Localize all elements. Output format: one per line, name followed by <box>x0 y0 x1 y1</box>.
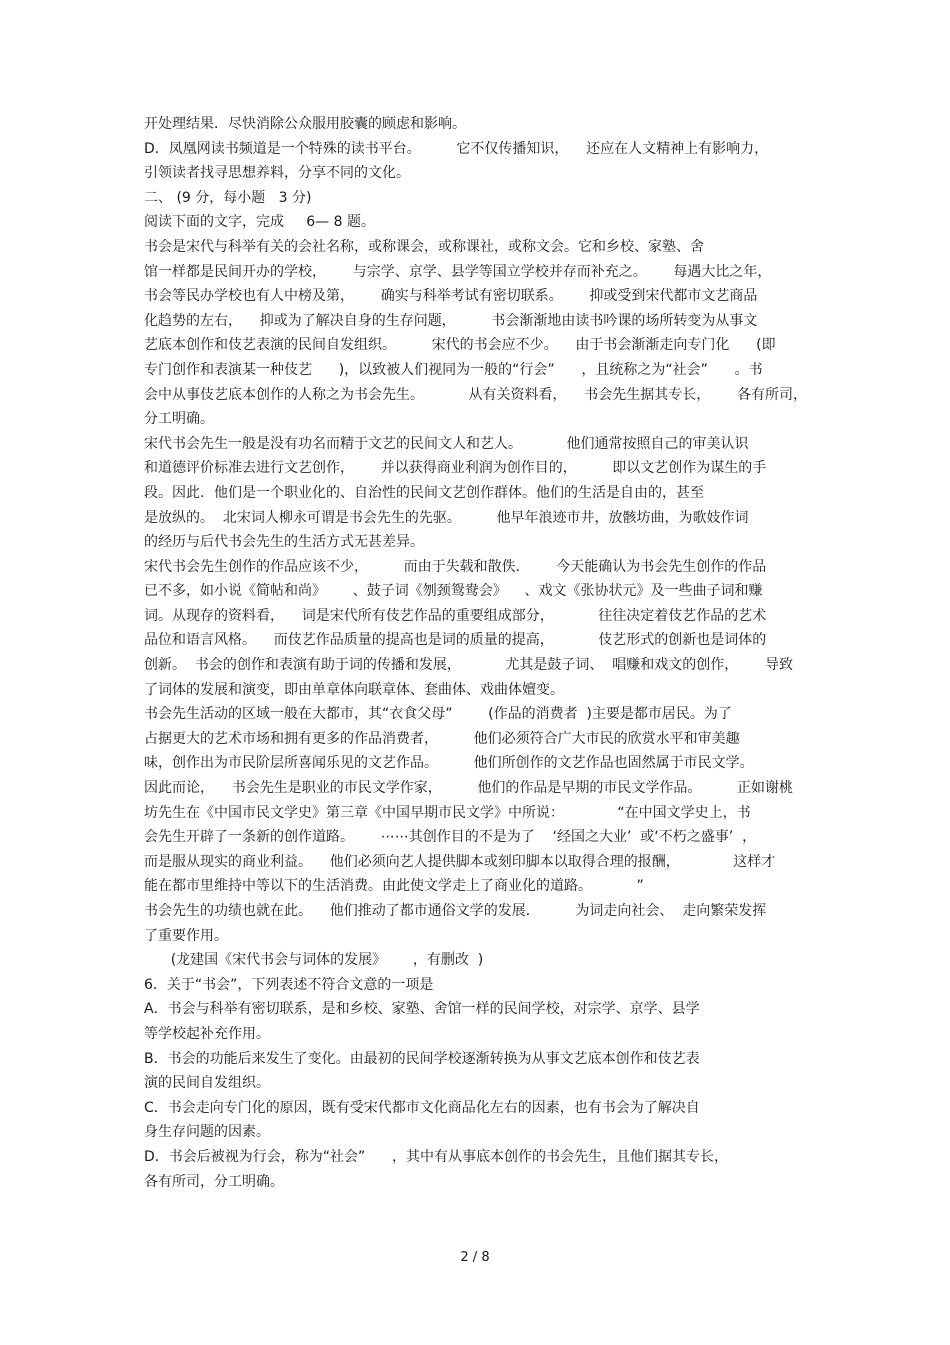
text-line: B．书会的功能后来发生了变化。由最初的民间学校逐渐转换为从事文艺底本创作和伎艺表 <box>144 1050 700 1067</box>
text-line: 因此而论， 书会先生是职业的市民文学作家， 他们的作品是早期的市民文学作品。 正如谢桃 <box>144 780 794 797</box>
text-line: 占据更大的艺术市场和拥有更多的作品消费者， 他们必须符合广大市民的欣赏水平和审美趣 <box>144 730 740 747</box>
text-line: 和道德评价标准去进行文艺创作， 并以获得商业利润为创作目的， 即以文艺创作为谋生的手 <box>144 460 767 477</box>
text-line: 宋代书会先生创作的作品应该不少， 而由于失载和散佚． 今天能确认为书会先生创作的作品 <box>144 558 767 575</box>
text-line: 分工明确。 <box>144 411 214 428</box>
text-line: 的经历与后代书会先生的生活方式无甚差异。 <box>144 534 424 551</box>
text-line: 书会等民办学校也有人中榜及第， 确实与科举考试有密切联系。 抑或受到宋代都市文艺商品 <box>144 288 758 305</box>
text-line: 了重要作用。 <box>144 927 228 944</box>
text-line: (龙建国《宋代书会与词体的发展》 ，有删改 ) <box>144 952 484 969</box>
text-line: 专门创作和表演某一种伎艺 )，以致被人们视同为一般的“行会” ，且统称之为“社会” 。书 <box>144 361 763 378</box>
text-line: 坊先生在《中国市民文学史》第三章《中国早期市民文学》中所说： “在中国文学史上，书 <box>144 804 751 821</box>
text-line: 身生存问题的因素。 <box>144 1124 270 1141</box>
text-line: 书会是宋代与科举有关的会社名称，或称课会，或称课社，或称文会。它和乡校、家塾、舍 <box>144 238 704 255</box>
text-line: A．书会与科举有密切联系，是和乡校、家塾、舍馆一样的民间学校，对宗学、京学、县学 <box>144 1001 700 1018</box>
text-line: 各有所司，分工明确。 <box>144 1173 284 1190</box>
text-line: 段。因此．他们是一个职业化的、自治性的民间文艺创作群体。他们的生活是自由的，甚至 <box>144 484 704 501</box>
text-line: 开处理结果．尽快消除公众服用胶囊的顾虑和影响。 <box>144 116 466 132</box>
text-line: 了词体的发展和演变，即由单章体向联章体、套曲体、戏曲体嬗变。 <box>144 681 564 698</box>
text-line: 等学校起补充作用。 <box>144 1025 270 1042</box>
text-line: 味，创作出为市民阶层所喜闻乐见的文艺作品。 他们所创作的文艺作品也固然属于市民文学。 <box>144 755 754 772</box>
text-line: 馆一样都是民间开办的学校， 与宗学、京学、县学等国立学校并存而补充之。 每遇大比之年， <box>144 263 772 280</box>
text-line: 化趋势的左右， 抑或为了解决自身的生存问题， 书会渐渐地由读书吟课的场所转变为从事文 <box>144 312 758 329</box>
text-line: 能在都市里维持中等以下的生活消费。由此使文学走上了商业化的道路。 ” <box>144 878 644 895</box>
text-line: 品位和语言风格。 而伎艺作品质量的提高也是词的质量的提高， 伎艺形式的创新也是词体的 <box>144 632 767 649</box>
text-line: 已不多，如小说《简帖和尚》 、鼓子词《刎颈鸳鸯会》 、戏文《张协状元》及一些曲子词和赚 <box>144 583 763 600</box>
text-line: 书会先生的功绩也就在此。 他们推动了都市通俗文学的发展． 为词走向社会、 走向繁荣发挥 <box>144 903 767 919</box>
text-line: 演的民间自发组织。 <box>144 1075 270 1092</box>
page-number: 2 / 8 <box>460 1250 490 1265</box>
text-line: 6．关于“书会”，下列表述不符合文意的一项是 <box>144 976 434 993</box>
text-line: 宋代书会先生一般是没有功名而精于文艺的民间文人和艺人。 他们通常按照自己的审美认识 <box>144 435 749 452</box>
text-line: 书会先生活动的区域一般在大都市，其“衣食父母” (作品的消费者 )主要是都市居民。为了 <box>144 706 732 723</box>
text-line: 阅读下面的文字，完成 6— 8 题。 <box>144 214 375 231</box>
text-line: 会先生开辟了一条新的创作道路。 ⋯⋯其创作目的不是为了 ‘经国之大业’ 或‘不朽之盛事’ ， <box>144 829 757 846</box>
document-body <box>144 112 824 1194</box>
text-line: 会中从事伎艺底本创作的人称之为书会先生。 从有关资料看， 书会先生据其专长， 各有所司， <box>144 386 808 403</box>
text-line: 引领读者找寻思想养料，分享不同的文化。 <box>144 165 410 182</box>
text-line: D．书会后被视为行会，称为“社会” ，其中有从事底本创作的书会先生，且他们据其专长， <box>144 1148 728 1165</box>
text-line: 词。从现存的资料看， 词是宋代所有伎艺作品的重要组成部分， 往往决定着伎艺作品的艺术 <box>144 607 767 624</box>
text-line: 创新。 书会的创作和表演有助于词的传播和发展， 尤其是鼓子词、 唱赚和戏文的创作， 导致 <box>144 657 794 674</box>
text-line: D．凤凰网读书频道是一个特殊的读书平台。 它不仅传播知识， 还应在人文精神上有影响力， <box>144 140 769 157</box>
text-line: 而是服从现实的商业利益。 他们必须向艺人提供脚本或刻印脚本以取得合理的报酬， 这样才 <box>144 853 776 870</box>
text-line: 二、 (9 分，每小题 3 分) <box>144 189 312 206</box>
text-line: 艺底本创作和伎艺表演的民间自发组织。 宋代的书会应不少。 由于书会渐渐走向专门化 (即 <box>144 337 776 354</box>
text-line: C．书会走向专门化的原因，既有受宋代都市文化商品化左右的因素，也有书会为了解决自 <box>144 1099 700 1116</box>
text-line: 是放纵的。 北宋词人柳永可谓是书会先生的先驱。 他早年浪迹市井，放骸坊曲，为歌妓作词 <box>144 509 749 526</box>
